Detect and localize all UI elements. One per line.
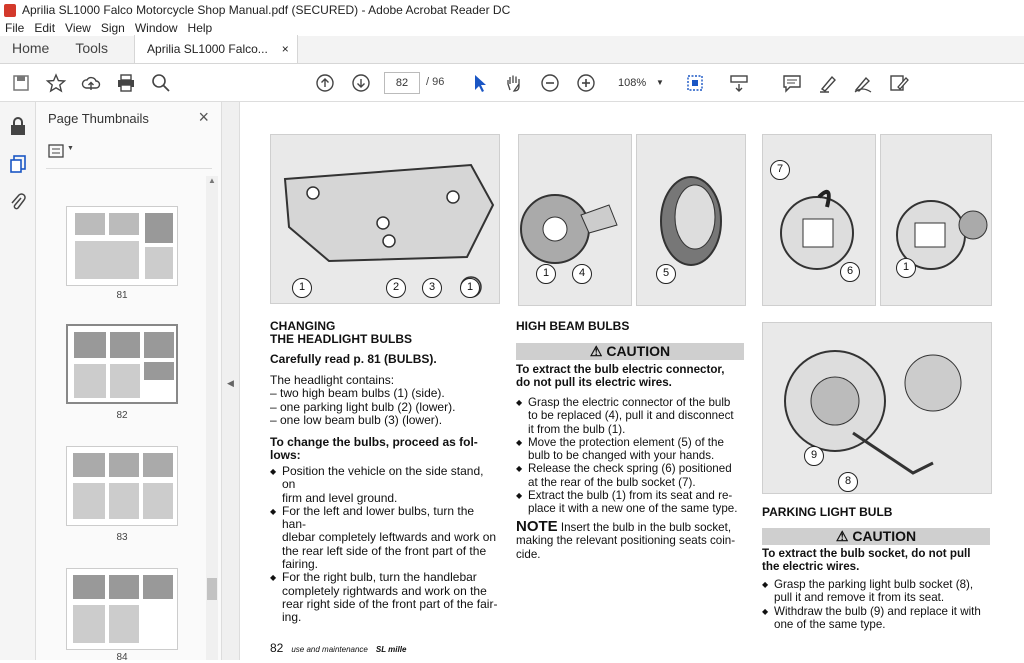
callout-1d: 1: [896, 258, 916, 278]
parking-heading: PARKING LIGHT BULB: [762, 505, 893, 519]
read-note: Carefully read p. 81 (BULBS).: [270, 352, 437, 366]
footer-text: use and maintenance: [291, 645, 368, 654]
menu-file[interactable]: File: [5, 21, 25, 35]
menu-window[interactable]: Window: [134, 21, 178, 35]
parking-light-illustration: [763, 323, 992, 494]
zoom-in-icon[interactable]: [575, 72, 597, 94]
menu-sign[interactable]: Sign: [100, 21, 125, 35]
contains-line: The headlight contains:: [270, 373, 395, 387]
page-thumbnails-icon[interactable]: [9, 154, 27, 174]
list-item: ◆ Position the vehicle on the side stand, on firm and level ground.: [270, 465, 500, 505]
tab-bar: [0, 36, 1024, 64]
heading-line-2: THE HEADLIGHT BULBS: [270, 332, 412, 347]
window-title: Aprilia SL1000 Falco Motorcycle Shop Manual.pdf (SECURED) - Adobe Acrobat Reader DC: [22, 3, 511, 17]
note-label: NOTE: [516, 518, 558, 535]
panel-title: Page Thumbnails: [48, 111, 149, 126]
panel-collapse-handle[interactable]: [222, 102, 240, 660]
callout-5: 5: [656, 264, 676, 284]
parking-light-image: [762, 322, 992, 494]
list-item: ◆ Extract the bulb (1) from its seat and re- place it with a new one of the same type.: [516, 489, 746, 516]
chevron-down-icon: ▼: [656, 78, 664, 87]
title-bar: [0, 0, 1024, 20]
thumbnail-label: 83: [116, 532, 128, 543]
scrollbar-thumb[interactable]: [207, 578, 217, 600]
caution-warning: [762, 547, 970, 574]
caution-label: CAUTION: [852, 528, 917, 544]
page-total: / 96: [426, 76, 445, 88]
thumbnail-options-button[interactable]: [48, 142, 76, 160]
thumbnail-scrollbar[interactable]: [206, 176, 218, 660]
warning-line: To extract the bulb electric connector,: [516, 363, 725, 376]
star-icon[interactable]: [45, 72, 67, 94]
list-item: ◆ Move the protection element (5) of the bulb to be changed with your hands.: [516, 436, 746, 463]
page-number-input[interactable]: 82: [384, 72, 420, 94]
protection-illustration: [637, 135, 746, 306]
note-text: cide.: [516, 547, 541, 561]
proceed-line-2: lows:: [270, 448, 301, 463]
warning-line: To extract the bulb socket, do not pull: [762, 547, 971, 560]
high-beam-heading: HIGH BEAM BULBS: [516, 319, 630, 333]
callout-1: 1: [292, 278, 312, 298]
document-view: [240, 102, 1024, 660]
left-nav-rail: [0, 102, 36, 660]
thumbnail-label: 84: [116, 652, 128, 663]
thumbnail-page-84[interactable]: [66, 568, 178, 650]
tab-home[interactable]: Home: [12, 40, 50, 56]
cloud-upload-icon[interactable]: [80, 72, 102, 94]
fit-page-icon[interactable]: [684, 72, 706, 94]
warning-icon: ⚠: [835, 528, 853, 544]
zoom-select[interactable]: [610, 73, 668, 93]
acrobat-logo-icon: [4, 4, 16, 17]
callout-8: 8: [838, 472, 858, 492]
highlight-pen-icon[interactable]: [817, 72, 839, 94]
callout-6: 6: [840, 262, 860, 282]
callout-4: 4: [572, 264, 592, 284]
tab-document[interactable]: [134, 35, 298, 63]
menu-edit[interactable]: Edit: [34, 21, 56, 35]
sign-icon[interactable]: [852, 72, 874, 94]
thumbnail-page-83[interactable]: [66, 446, 178, 526]
list-item: ◆ For the right bulb, turn the handlebar completely rightwards and work on the rear right side of the front part of the fair- ing.: [270, 571, 500, 624]
thumbnail-page-81[interactable]: [66, 206, 178, 286]
bulb-extract-image: [880, 134, 992, 306]
hand-tool-icon[interactable]: [503, 72, 525, 94]
footer-page-number: 82: [270, 641, 284, 655]
page-down-icon[interactable]: [350, 72, 372, 94]
thumbnail-label: 81: [116, 290, 128, 301]
search-icon[interactable]: [150, 72, 172, 94]
caution-label: CAUTION: [606, 343, 671, 359]
left-steps-list: [270, 465, 500, 625]
options-icon: [48, 144, 64, 158]
proceed-line-1: To change the bulbs, proceed as fol-: [270, 435, 478, 449]
middle-steps-list: [516, 396, 746, 516]
menu-bar: [0, 20, 1024, 36]
right-steps-list: [762, 578, 994, 631]
warning-icon: ⚠: [589, 343, 607, 359]
headlight-contains: [270, 374, 455, 427]
save-icon[interactable]: [10, 72, 32, 94]
list-item: ◆ Grasp the electric connector of the bulb to be replaced (4), pull it and disconnect it from the bulb (1).: [516, 396, 746, 436]
page-footer: [270, 642, 406, 656]
list-item: ◆ Release the check spring (6) positioned at the rear of the bulb socket (7).: [516, 462, 746, 489]
page-thumbnails-panel: [36, 102, 222, 663]
callout-3: 3: [422, 278, 442, 298]
protection-element-image: [636, 134, 746, 306]
bulb-illustration: [881, 135, 992, 306]
attachment-icon[interactable]: [9, 192, 27, 212]
list-item: ◆ Withdraw the bulb (9) and replace it with one of the same type.: [762, 605, 994, 632]
scroll-mode-icon[interactable]: [728, 72, 750, 94]
zoom-out-icon[interactable]: [539, 72, 561, 94]
panel-close-icon[interactable]: ×: [198, 107, 209, 127]
list-item: ◆ Grasp the parking light bulb socket (8), pull it and remove it from its seat.: [762, 578, 994, 605]
footer-model: SL mille: [375, 645, 407, 654]
note-text: making the relevant positioning seats coin-: [516, 534, 736, 548]
print-icon[interactable]: [115, 72, 137, 94]
menu-help[interactable]: Help: [187, 21, 213, 35]
lock-icon[interactable]: [9, 116, 27, 136]
callout-2: 2: [386, 278, 406, 298]
caution-banner: [762, 528, 990, 545]
menu-view[interactable]: View: [65, 21, 91, 35]
contains-item: – one low beam bulb (3) (lower).: [270, 412, 443, 427]
callout-1c: 1: [536, 264, 556, 284]
select-cursor-icon[interactable]: [468, 72, 490, 94]
zoom-value: 108%: [618, 77, 647, 89]
warning-line: do not pull its electric wires.: [516, 376, 672, 390]
note-text: Insert the bulb in the bulb socket,: [557, 521, 732, 534]
heading-line-1: CHANGING: [270, 319, 336, 333]
tab-tools[interactable]: Tools: [75, 40, 109, 56]
contains-item: – one parking light bulb (2) (lower).: [270, 399, 456, 414]
caution-warning: [516, 363, 725, 390]
fill-sign-icon[interactable]: [888, 72, 910, 94]
comment-icon[interactable]: [781, 72, 803, 94]
tab-document-label: Aprilia SL1000 Falco...: [147, 42, 268, 56]
page-up-icon[interactable]: [314, 72, 336, 94]
chevron-down-icon: ▼: [67, 145, 74, 152]
section-heading: [270, 320, 412, 347]
caution-banner: [516, 343, 744, 360]
warning-line: the electric wires.: [762, 560, 860, 574]
callout-9: 9: [804, 446, 824, 466]
thumbnail-page-82[interactable]: [66, 324, 178, 404]
callout-7: 7: [770, 160, 790, 180]
tab-close-icon[interactable]: ×: [281, 42, 289, 56]
contains-item: – two high beam bulbs (1) (side).: [270, 386, 445, 401]
callout-1b: 1: [460, 278, 480, 298]
proceed-heading: [270, 436, 478, 463]
note-block: [516, 520, 748, 561]
list-item: ◆ For the left and lower bulbs, turn the han- dlebar completely leftwards and work on the rear left side of the front part of the fairing.: [270, 505, 500, 571]
thumbnail-label: 82: [116, 410, 128, 421]
toolbar: [0, 64, 1024, 102]
collapse-arrow-icon: ◀: [227, 378, 234, 388]
scroll-up-icon[interactable]: ▲: [208, 176, 216, 185]
